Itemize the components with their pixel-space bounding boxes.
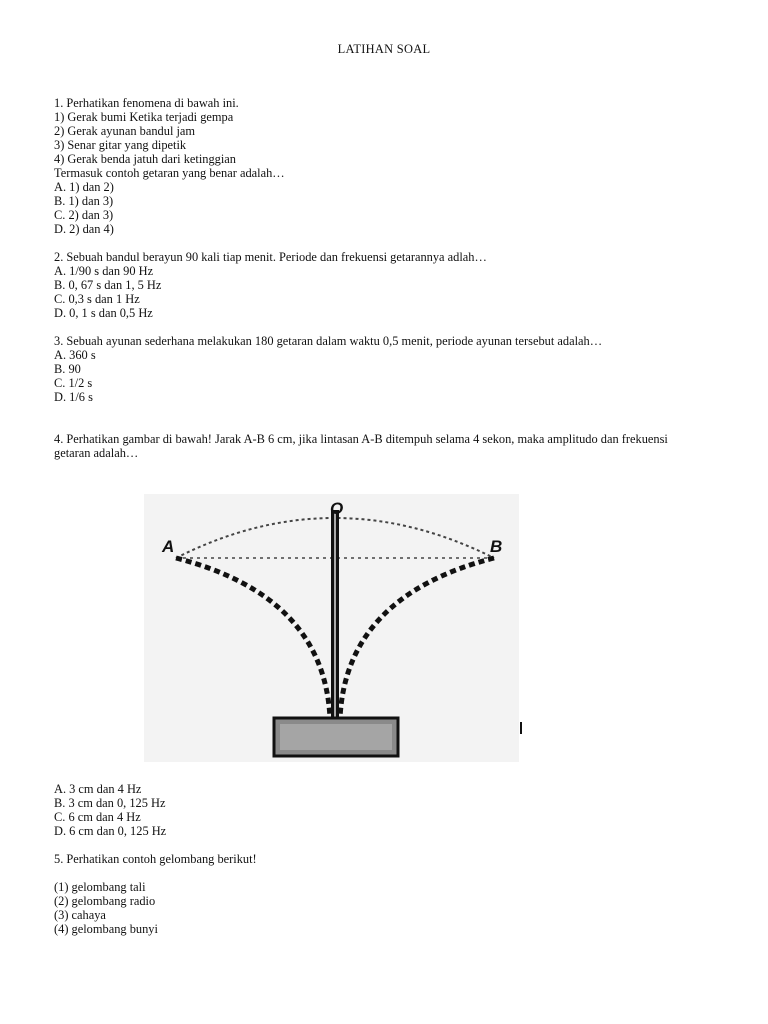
question-4: [54, 432, 674, 460]
answer-option: A. 3 cm dan 4 Hz: [54, 782, 142, 796]
list-item: 3) Senar gitar yang dipetik: [54, 138, 187, 152]
question-3: [54, 334, 674, 404]
list-item: 4) Gerak benda jatuh dari ketinggian: [54, 152, 237, 166]
answer-option: A. 1) dan 2): [54, 180, 114, 194]
question-prompt: Termasuk contoh getaran yang benar adalah…: [54, 166, 285, 180]
question-stem: 2. Sebuah bandul berayun 90 kali tiap menit. Periode dan frekuensi getarannya adlah…: [54, 250, 487, 264]
question-5: [54, 852, 674, 866]
question-2: [54, 250, 674, 320]
list-item: 1) Gerak bumi Ketika terjadi gempa: [54, 110, 234, 124]
answer-option: D. 1/6 s: [54, 390, 93, 404]
question-4-options: [54, 782, 674, 838]
answer-option: D. 0, 1 s dan 0,5 Hz: [54, 306, 153, 320]
answer-option: D. 2) dan 4): [54, 222, 114, 236]
page-title: LATIHAN SOAL: [337, 42, 431, 56]
answer-option: B. 3 cm dan 0, 125 Hz: [54, 796, 166, 810]
question-stem: 4. Perhatikan gambar di bawah! Jarak A-B 6 cm, jika lintasan A-B ditempuh selama 4 sekon, maka amplitudo dan frekuensi getaran adalah…: [54, 432, 668, 460]
answer-option: C. 1/2 s: [54, 376, 93, 390]
question-stem: 3. Sebuah ayunan sederhana melakukan 180 getaran dalam waktu 0,5 menit, periode ayunan tersebut adalah…: [54, 334, 603, 348]
list-item: (3) cahaya: [54, 908, 106, 922]
answer-option: B. 1) dan 3): [54, 194, 114, 208]
pendulum-diagram: [134, 486, 526, 768]
answer-option: B. 90: [54, 362, 81, 376]
label-o: O: [330, 499, 344, 518]
answer-option: A. 360 s: [54, 348, 96, 362]
answer-option: C. 6 cm dan 4 Hz: [54, 810, 141, 824]
answer-option: C. 0,3 s dan 1 Hz: [54, 292, 140, 306]
list-item: (4) gelombang bunyi: [54, 922, 158, 936]
stray-mark: [520, 722, 522, 734]
answer-option: A. 1/90 s dan 90 Hz: [54, 264, 154, 278]
list-item: 2) Gerak ayunan bandul jam: [54, 124, 196, 138]
label-a: A: [162, 537, 175, 556]
list-item: (1) gelombang tali: [54, 880, 146, 894]
list-item: (2) gelombang radio: [54, 894, 156, 908]
answer-option: B. 0, 67 s dan 1, 5 Hz: [54, 278, 162, 292]
answer-option: C. 2) dan 3): [54, 208, 114, 222]
question-1: [54, 96, 674, 236]
label-b: B: [490, 537, 503, 556]
question-5-items: [54, 880, 674, 936]
pendulum-figure: [134, 486, 526, 768]
question-stem: 1. Perhatikan fenomena di bawah ini.: [54, 96, 239, 110]
answer-option: D. 6 cm dan 0, 125 Hz: [54, 824, 167, 838]
question-stem: 5. Perhatikan contoh gelombang berikut!: [54, 852, 257, 866]
